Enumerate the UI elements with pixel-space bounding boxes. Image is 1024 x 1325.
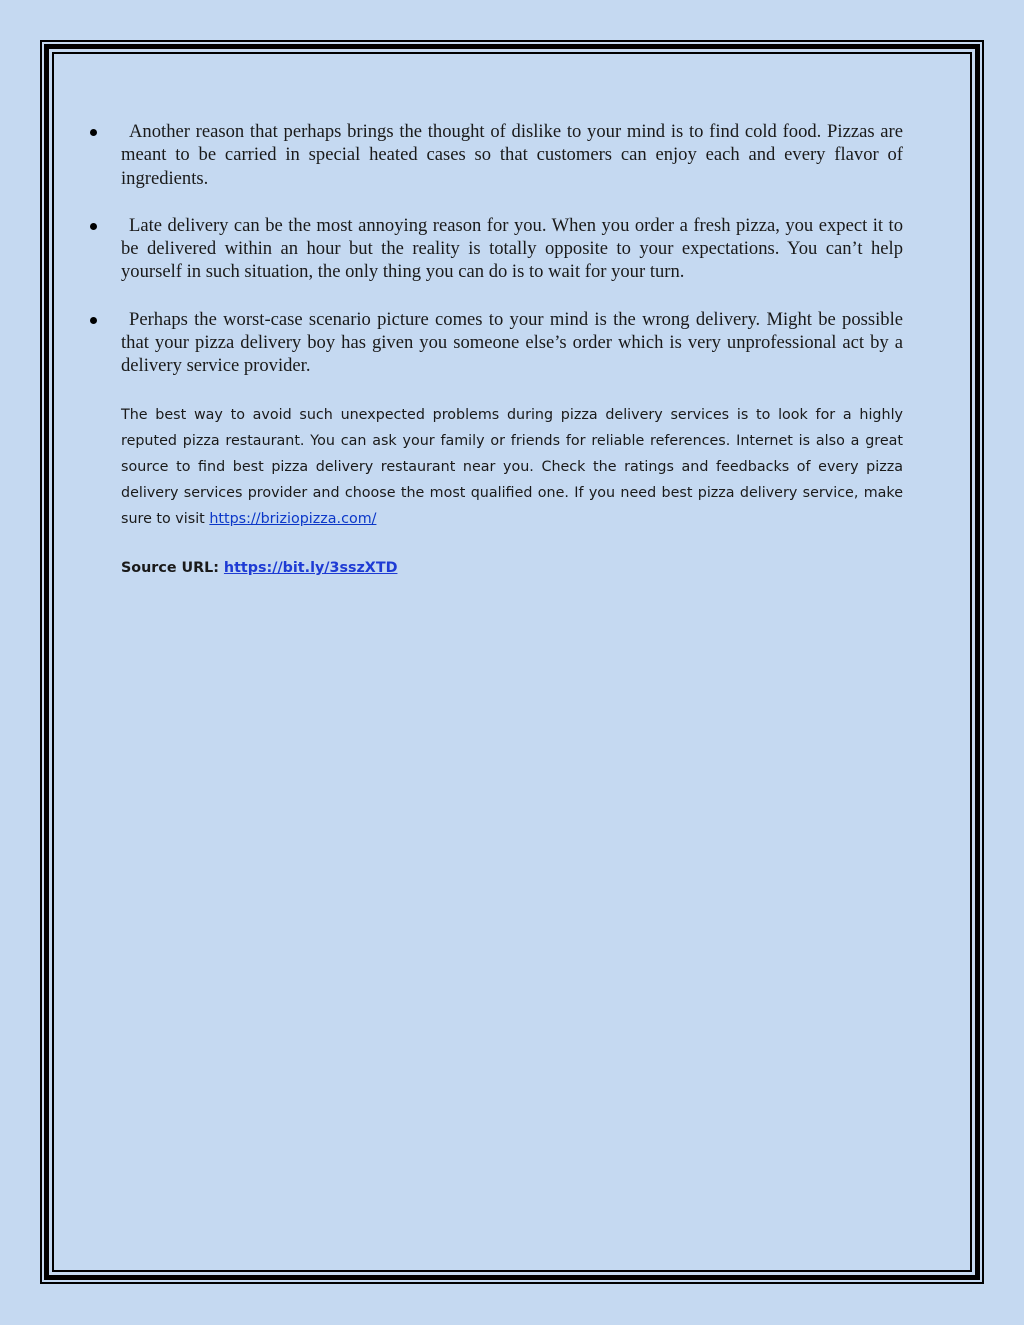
bullet-text: Late delivery can be the most annoying reason for you. When you order a fresh pizza, you expect it to be delivered within an hour but the reality is totally opposite to your expectations. You can’t help yourself in such situation, the only thing you can do is to wait for your turn. [121, 214, 903, 283]
bullet-icon [90, 317, 97, 324]
bullet-item-wrong-delivery [88, 308, 903, 378]
brizio-pizza-link[interactable]: https://briziopizza.com/ [209, 510, 377, 527]
bullet-item-late-delivery [88, 214, 903, 284]
bullet-icon [90, 129, 97, 136]
source-line [121, 556, 903, 580]
conclusion-text: The best way to avoid such unexpected problems during pizza delivery services is to look for a highly reputed pizza restaurant. You can ask your family or friends for reliable references. Internet is also a great source to find best pizza delivery restaurant near you. Check the ratings and feedbacks of every pizza delivery services provider and choose the most qualified one. If you need best pizza delivery service, make sure to visit [121, 406, 903, 527]
bullet-icon [90, 223, 97, 230]
source-url-link[interactable]: https://bit.ly/3sszXTD [223, 559, 398, 576]
document-body [88, 120, 903, 580]
conclusion-paragraph [121, 402, 903, 532]
bullet-list [88, 120, 903, 378]
bullet-text: Another reason that perhaps brings the thought of dislike to your mind is to find cold food. Pizzas are meant to be carried in special heated cases so that customers can enjoy each and every flavor of ingredients. [121, 121, 903, 189]
bullet-text: Perhaps the worst-case scenario picture comes to your mind is the wrong delivery. Might be possible that your pizza delivery boy has given you someone else’s order which is very unprofessional act by a delivery service provider. [121, 308, 903, 377]
bullet-item-cold-food [88, 120, 903, 190]
source-label: Source URL: [121, 559, 224, 576]
